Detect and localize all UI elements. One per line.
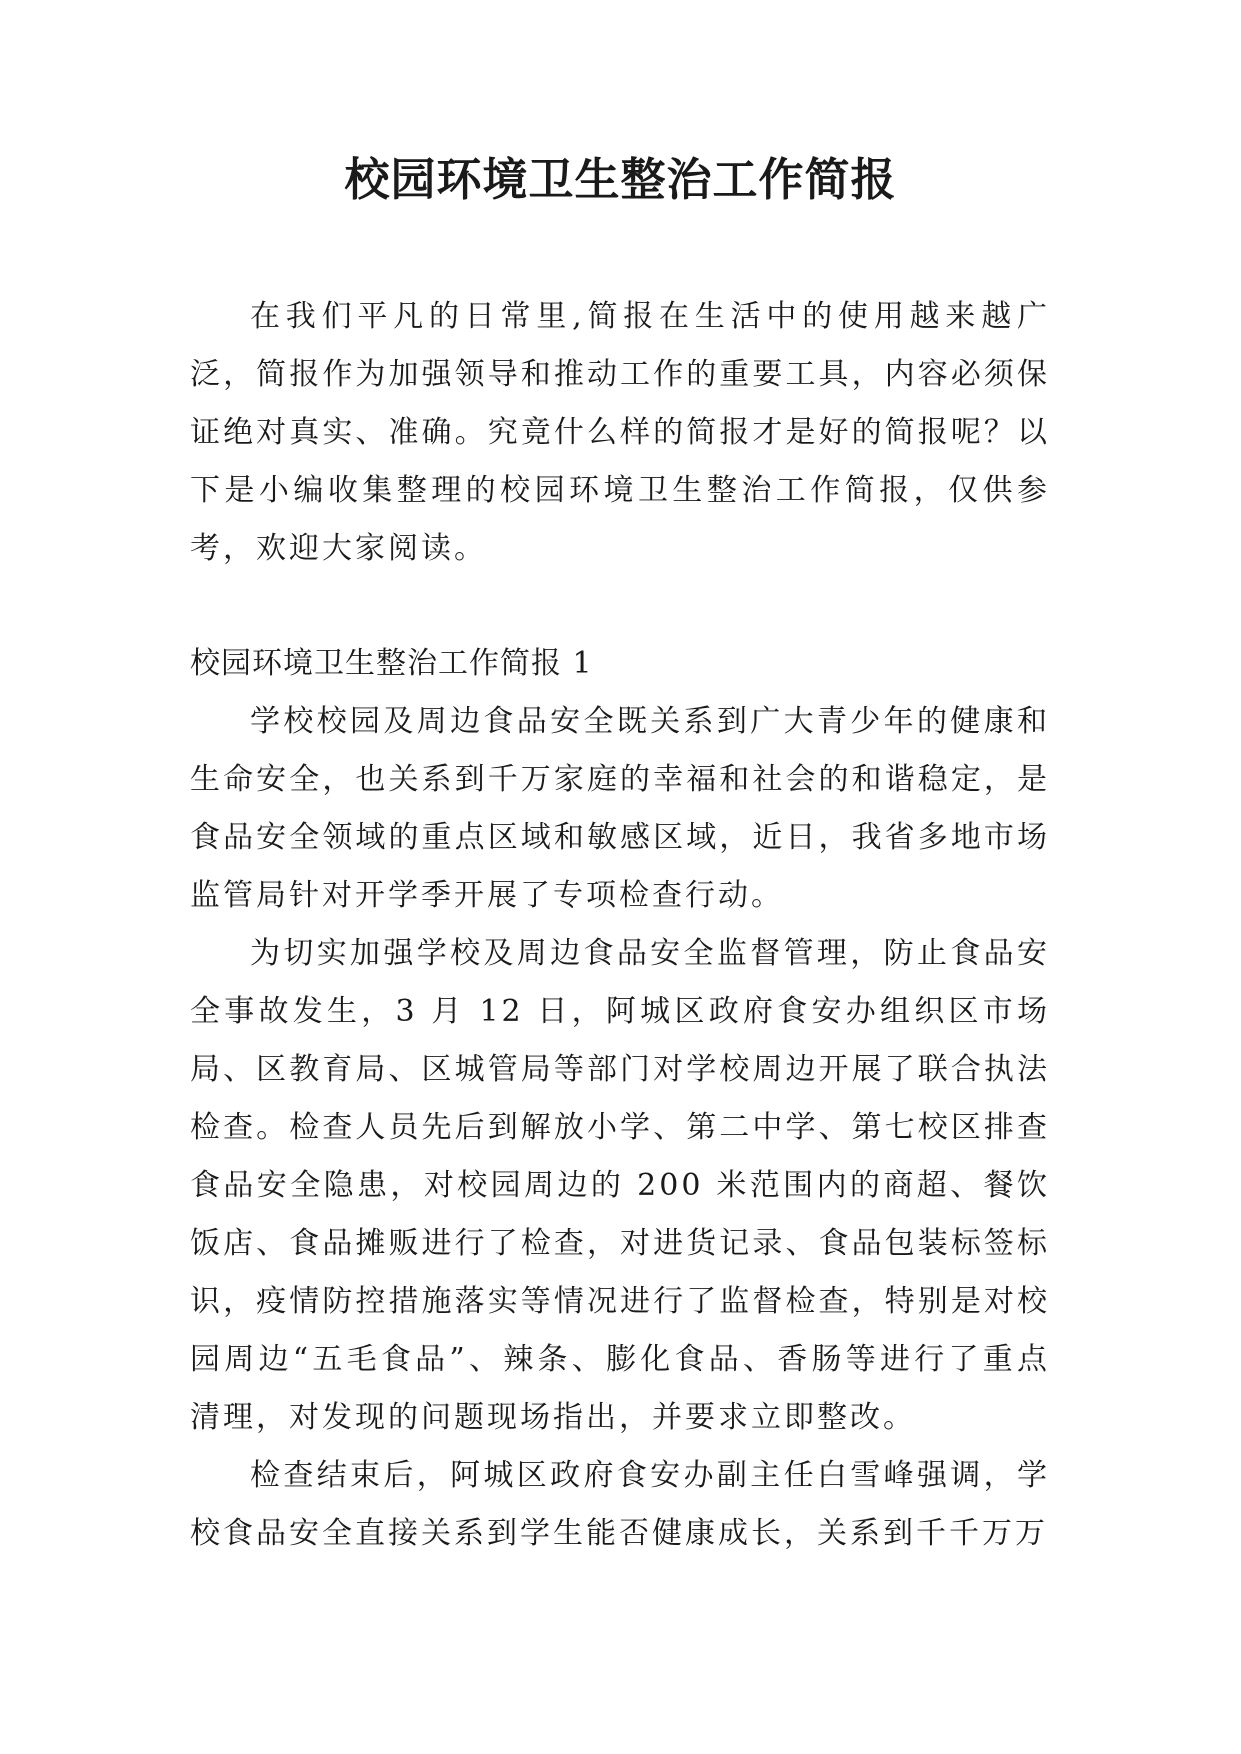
body-paragraph-3: 检查结束后，阿城区政府食安办副主任白雪峰强调，学校食品安全直接关系到学生能否健康成长，关系到千千万万	[190, 1458, 1050, 1551]
intro-paragraph: 在我们平凡的日常里,简报在生活中的使用越来越广泛，简报作为加强领导和推动工作的重要工具，内容必须保证绝对真实、准确。究竟什么样的简报才是好的简报呢？以下是小编收集整理的校园环境卫生整治工作简报，仅供参考，欢迎大家阅读。	[190, 299, 1050, 566]
document-title: 校园环境卫生整治工作简报	[344, 153, 897, 206]
body-paragraph-2: 为切实加强学校及周边食品安全监督管理，防止食品安全事故发生，3 月 12 日，阿城区政府食安办组织区市场局、区教育局、区城管局等部门对学校周边开展了联合执法检查。检查人员先后到解放小学、第二中学、第七校区排查食品安全隐患，对校园周边的 200 米范围内的商超、餐饮饭店、食品摊贩进行了检查，对进货记录、食品包装标签标识，疫情防控措施落实等情况进行了监督检查，特别是对校园周边“五毛食品”、辣条、膨化食品、香肠等进行了重点清理，对发现的问题现场指出，并要求立即整改。	[190, 936, 1050, 1435]
section-heading: 校园环境卫生整治工作简报 1	[190, 646, 593, 681]
body-paragraph-1: 学校校园及周边食品安全既关系到广大青少年的健康和生命安全，也关系到千万家庭的幸福和社会的和谐稳定，是食品安全领域的重点区域和敏感区域，近日，我省多地市场监管局针对开学季开展了专项检查行动。	[190, 704, 1050, 913]
document-body	[190, 288, 1050, 1563]
